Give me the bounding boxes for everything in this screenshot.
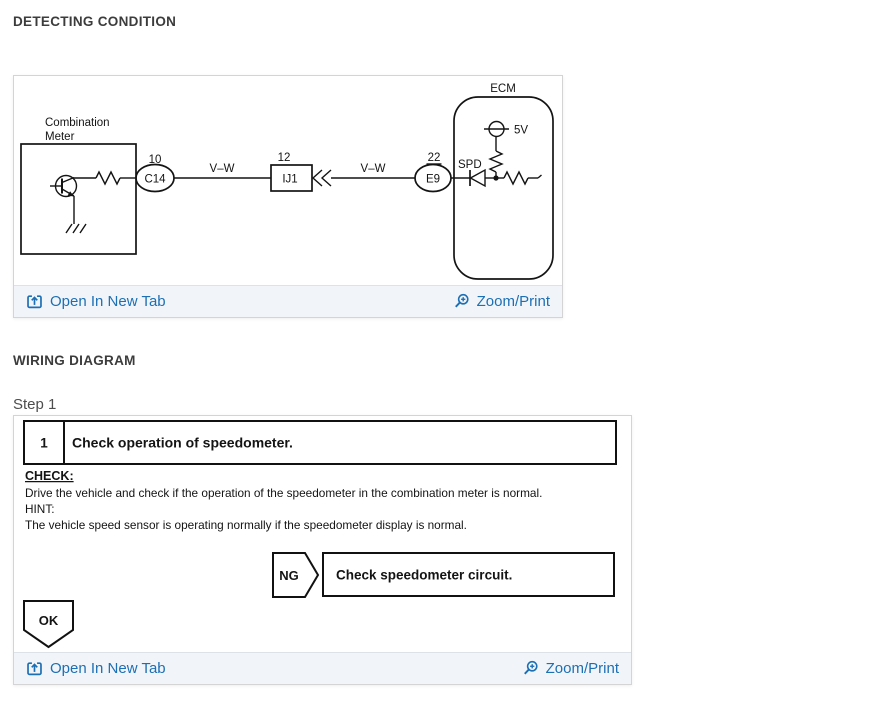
zoom-print-link[interactable] — [453, 293, 550, 310]
open-in-new-tab-icon — [26, 293, 43, 310]
5v-source-symbol — [484, 122, 528, 137]
open-in-new-tab-link[interactable] — [26, 293, 166, 310]
e9-label: E9 — [425, 173, 441, 186]
schematic-panel — [13, 75, 563, 318]
combination-meter-label-line1: Combination — [45, 117, 110, 129]
combination-meter-label-line2: Meter — [45, 131, 75, 143]
ng-label: NG — [279, 568, 299, 583]
pin-10-label: 10 — [148, 154, 162, 166]
ok-label: OK — [38, 613, 59, 628]
check-text: Drive the vehicle and check if the operation of the speedometer in the combination meter is normal. — [25, 486, 543, 500]
zoom-print-icon — [453, 293, 470, 310]
flowchart-panel — [13, 415, 632, 685]
flowchart-instructions — [25, 469, 542, 532]
pin-12-label: 12 — [277, 152, 291, 164]
combination-meter-box — [21, 144, 136, 254]
meter-resistor-symbol — [74, 172, 136, 184]
flowchart-image — [14, 416, 631, 652]
ground-symbol — [66, 224, 86, 233]
spd-label: SPD — [458, 159, 482, 171]
zoom-print-link[interactable] — [522, 660, 619, 677]
detecting-condition-heading: DETECTING CONDITION — [13, 14, 177, 29]
ng-branch — [273, 553, 614, 597]
c14-label: C14 — [144, 173, 166, 186]
ecm-label: ECM — [490, 83, 516, 95]
ecm-component — [451, 83, 553, 279]
connector-e9 — [415, 152, 451, 192]
step-title: Check operation of speedometer. — [72, 434, 293, 451]
flowchart-step-header — [24, 421, 616, 464]
check-label: CHECK: — [25, 469, 74, 483]
wiring-schematic-image — [14, 76, 562, 285]
flowchart-panel-footer — [14, 652, 631, 684]
zoom-print-icon — [522, 660, 539, 677]
hint-text: The vehicle speed sensor is operating normally if the speedometer display is normal. — [25, 518, 467, 532]
ng-result-text: Check speedometer circuit. — [336, 567, 513, 583]
wire-color-label-2: V–W — [360, 163, 386, 175]
combination-meter-component — [21, 117, 136, 254]
open-in-new-tab-icon — [26, 660, 43, 677]
ij1-label: IJ1 — [282, 173, 298, 186]
5v-label: 5V — [514, 124, 529, 137]
ok-terminal — [24, 601, 73, 647]
step-number: 1 — [40, 435, 48, 451]
wire-color-label-1: V–W — [209, 163, 235, 175]
zoom-print-label: Zoom/Print — [545, 660, 619, 677]
pin-22-label: 22 — [427, 152, 441, 164]
series-resistor-symbol — [499, 172, 542, 184]
open-in-new-tab-link[interactable] — [26, 660, 166, 677]
transistor-symbol — [50, 176, 77, 225]
chevron-arrow-icon — [313, 170, 322, 186]
open-in-new-tab-label: Open In New Tab — [50, 293, 166, 310]
chevron-arrow-icon — [322, 170, 331, 186]
open-in-new-tab-label: Open In New Tab — [50, 660, 166, 677]
hint-label: HINT: — [25, 502, 55, 516]
step-label: Step 1 — [13, 396, 57, 413]
wiring-diagram-heading: WIRING DIAGRAM — [13, 353, 136, 368]
zoom-print-label: Zoom/Print — [476, 293, 550, 310]
connector-c14 — [136, 154, 174, 192]
connector-ij1 — [271, 152, 331, 191]
pullup-resistor-symbol — [490, 137, 502, 179]
diode-symbol — [470, 170, 495, 186]
schematic-panel-footer — [14, 285, 562, 317]
